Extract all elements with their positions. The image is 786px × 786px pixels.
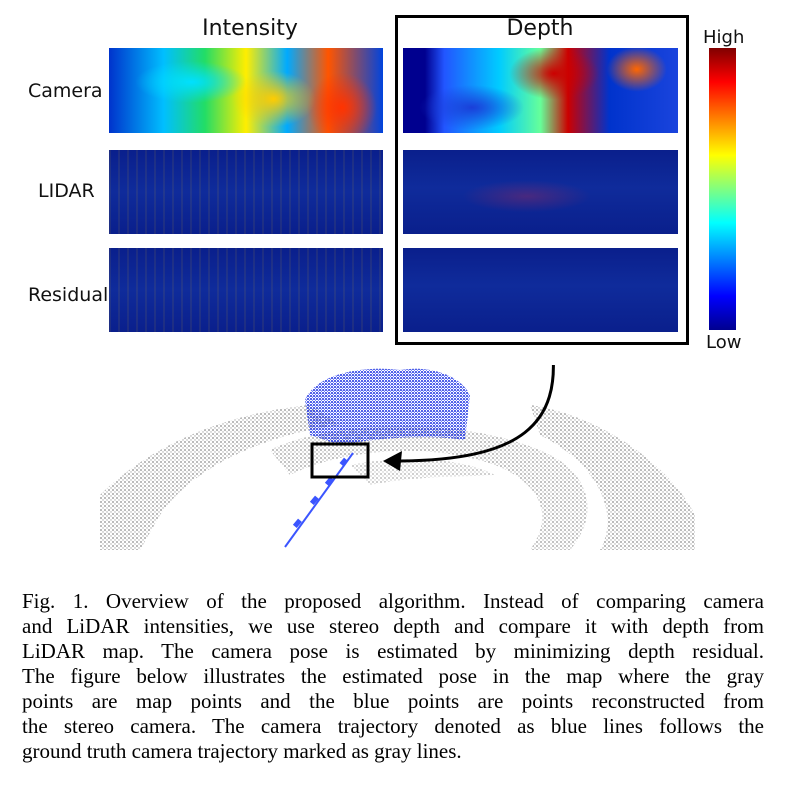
map-points-inner bbox=[350, 459, 495, 485]
residual-intensity-image bbox=[109, 248, 383, 332]
lidar-intensity-image bbox=[109, 150, 383, 234]
caption-line: points are map points and the blue points are points reconstructed from bbox=[22, 689, 764, 713]
map-points-left bbox=[100, 405, 340, 550]
camera-intensity-image bbox=[109, 48, 383, 133]
caption-line: and LiDAR intensities, we use stereo depth and compare it with depth from bbox=[22, 614, 764, 638]
caption-line: The figure below illustrates the estimated pose in the map where the gray bbox=[22, 664, 764, 688]
depth-highlight-box bbox=[395, 15, 689, 345]
stereo-points bbox=[305, 369, 470, 445]
figure-caption bbox=[22, 589, 764, 764]
row-label-camera: Camera bbox=[28, 80, 103, 102]
row-label-residual: Residual bbox=[28, 284, 109, 306]
column-title-intensity: Intensity bbox=[202, 16, 298, 41]
caption-line: the stereo camera. The camera trajectory denoted as blue lines follows the bbox=[22, 714, 764, 738]
caption-line: ground truth camera trajectory marked as gray lines. bbox=[22, 739, 462, 763]
row-label-lidar: LIDAR bbox=[38, 180, 95, 202]
column-title-depth: Depth bbox=[506, 16, 574, 41]
colorbar bbox=[709, 48, 736, 330]
colorbar-low-label: Low bbox=[706, 332, 742, 353]
point-cloud-map bbox=[100, 365, 695, 550]
caption-line: LiDAR map. The camera pose is estimated by minimizing depth residual. bbox=[22, 639, 764, 663]
caption-line: Fig. 1. Overview of the proposed algorithm. Instead of comparing camera bbox=[22, 589, 764, 613]
colorbar-high-label: High bbox=[703, 27, 745, 48]
trajectory-pose-marker bbox=[340, 458, 348, 467]
